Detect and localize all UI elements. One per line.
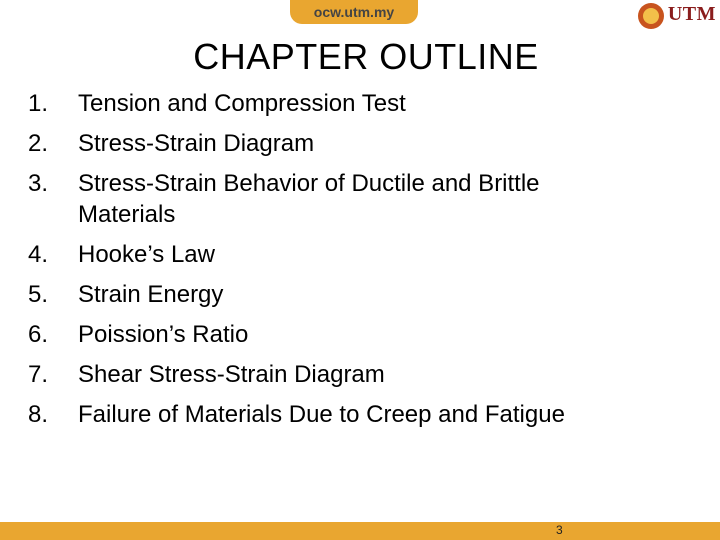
item-number: 2. <box>28 130 49 157</box>
item-number: 6. <box>28 321 49 348</box>
item-number: 7. <box>28 361 49 388</box>
list-item <box>28 319 708 350</box>
site-label-tab <box>290 0 418 24</box>
page-title: CHAPTER OUTLINE <box>193 36 539 77</box>
list-item <box>28 359 708 390</box>
item-number: 8. <box>28 401 49 428</box>
item-text: Poission’s Ratio <box>78 321 249 348</box>
item-text: Strain Energy <box>78 281 224 308</box>
list-item <box>28 399 708 430</box>
item-text: Stress-Strain Behavior of Ductile and Brittle Materials <box>78 170 540 228</box>
list-item <box>28 239 708 270</box>
utm-logo <box>638 2 716 30</box>
chapter-outline-list <box>28 88 708 439</box>
item-text: Failure of Materials Due to Creep and Fatigue <box>78 401 565 428</box>
item-text: Hooke’s Law <box>78 241 215 268</box>
item-number: 3. <box>28 170 49 197</box>
utm-seal-icon <box>638 3 664 29</box>
item-text: Stress-Strain Diagram <box>78 130 315 157</box>
list-item <box>28 88 708 119</box>
item-text: Tension and Compression Test <box>78 90 406 117</box>
item-number: 4. <box>28 241 49 268</box>
logo-text: UTM <box>667 2 716 25</box>
page-number: 3 <box>556 523 563 537</box>
footer-bar <box>0 522 720 540</box>
logo-subtext-graphic <box>668 25 716 29</box>
list-item <box>28 279 708 310</box>
site-label: ocw.utm.my <box>313 4 395 20</box>
item-text: Shear Stress-Strain Diagram <box>78 361 385 388</box>
list-item <box>28 128 708 159</box>
item-number: 5. <box>28 281 49 308</box>
item-number: 1. <box>28 90 49 117</box>
list-item <box>28 168 628 230</box>
